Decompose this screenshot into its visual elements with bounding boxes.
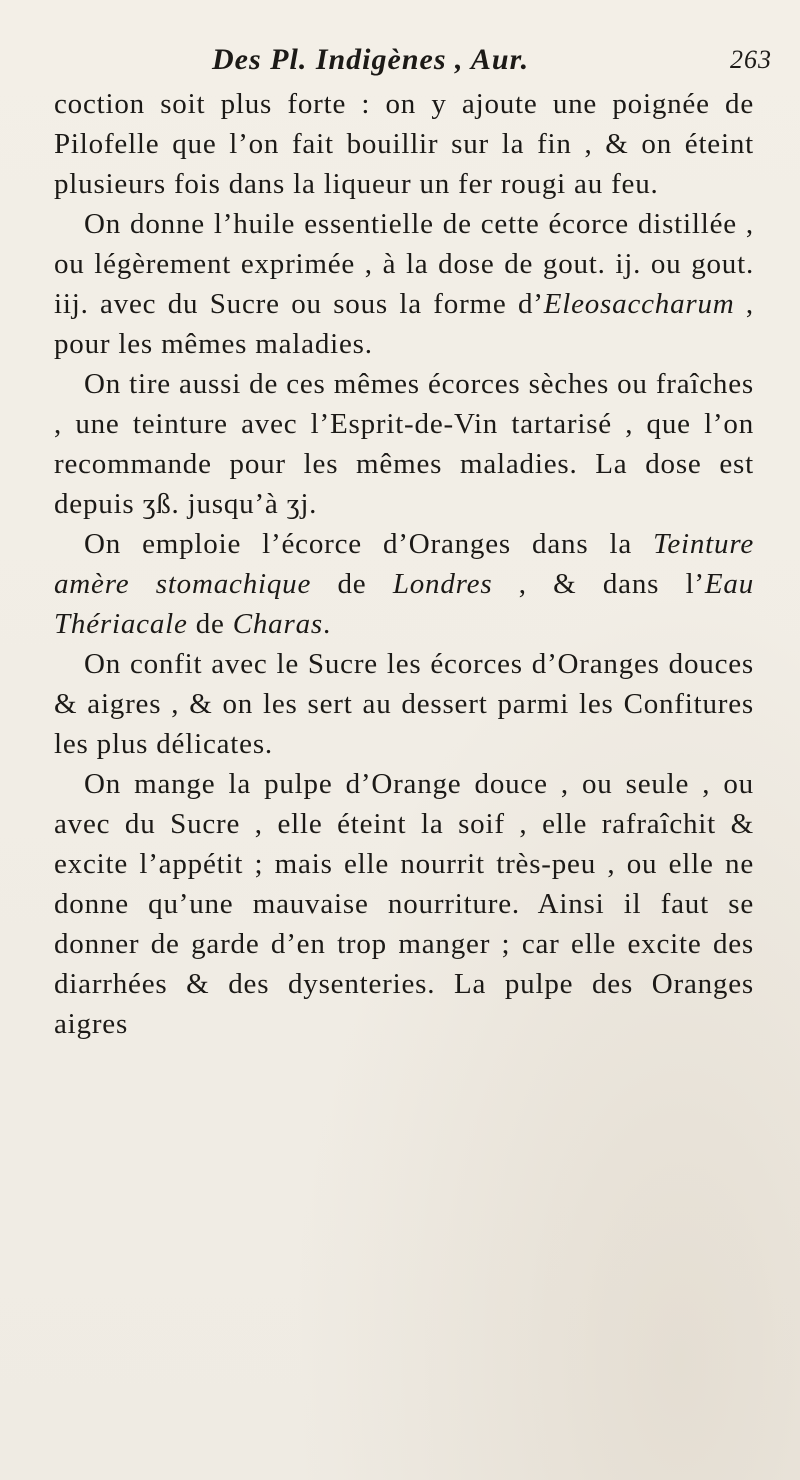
italic-term: Londres: [392, 568, 493, 600]
text-run: On confit avec le Sucre les écorces d’Oranges douces & aigres , & on les sert au dessert parmi les Confitures les plus délicates.: [54, 648, 754, 760]
italic-term: Charas: [232, 608, 323, 640]
paragraph-p3: [54, 364, 754, 524]
text-run: On donne l’huile essentielle de cette écorce distillée , ou légèrement exprimée , à la dose de gout. ij. ou gout. iij. avec du Sucre ou sous la forme d’: [54, 208, 754, 320]
running-head-title: Des Pl. Indigènes , Aur.: [212, 43, 530, 76]
text-run: On tire aussi de ces mêmes écorces sèches ou fraîches , une teinture avec l’Esprit-de-Vin tartarisé , que l’on recommande pour les mêmes maladies. La dose est depuis ʒß. jusqu’à ʒj.: [54, 368, 754, 520]
text-run: On mange la pulpe d’Orange douce , ou seule , ou avec du Sucre , elle éteint la soif , elle rafraîchit & excite l’appétit ; mais elle nourrit très-peu , ou elle ne donne qu’une mauvaise nourriture. Ainsi il faut se donner de garde d’en trop manger ; car elle excite des diarrhées & des dysenteries. La pulpe des Oranges aigres: [54, 768, 754, 1040]
text-run: de: [187, 608, 233, 640]
text-run: de: [311, 568, 393, 600]
text-run: , pour les mêmes maladies.: [54, 288, 754, 360]
running-head: [212, 36, 772, 84]
page-number: 263: [730, 45, 772, 74]
text-run: On emploie l’écorce d’Oranges dans la: [84, 528, 654, 560]
text-run: , & dans l’: [492, 568, 705, 600]
italic-term: Teinture amère stomachique: [54, 528, 754, 600]
italic-term: Eleosaccharum: [543, 288, 735, 320]
body-text: [54, 84, 754, 1044]
italic-term: Eau Thériacale: [54, 568, 755, 640]
text-run: coction soit plus forte : on y ajoute une poignée de Pilofelle que l’on fait bouillir sur la fin , & on éteint plusieurs fois dans la liqueur un fer rougi au feu.: [54, 88, 754, 200]
paragraph-p1: [54, 84, 754, 204]
paragraph-p2: [54, 204, 754, 364]
paragraph-p5: [54, 644, 754, 764]
text-run: .: [322, 608, 332, 640]
paragraph-p6: [54, 764, 754, 1044]
paragraph-p4: [54, 524, 754, 644]
